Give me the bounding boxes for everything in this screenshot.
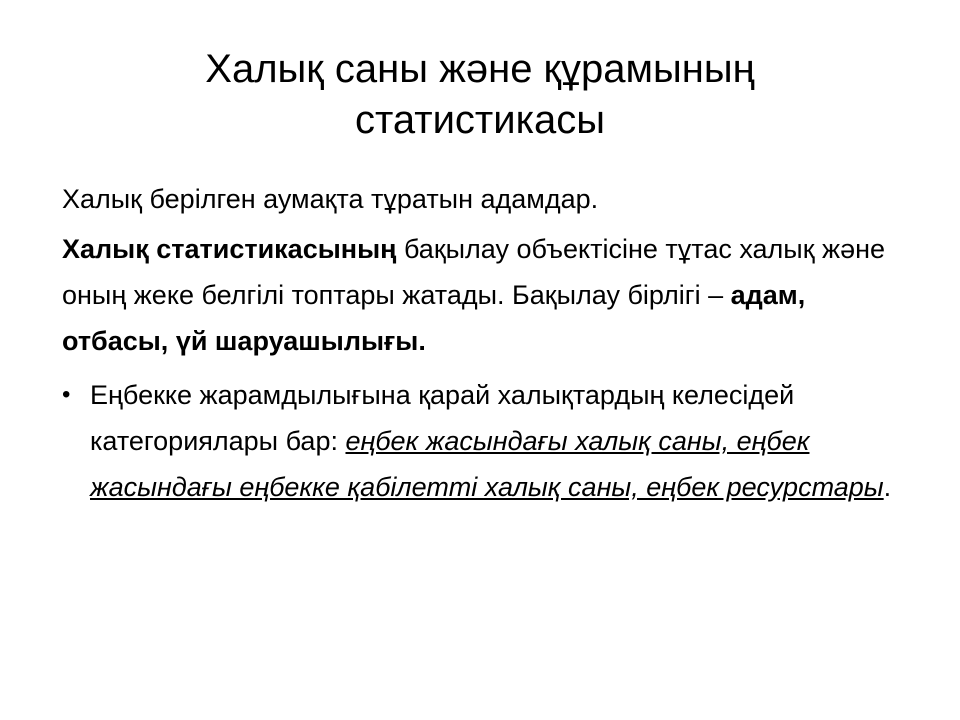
bold-term: Халық статистикасының bbox=[62, 234, 397, 264]
bullet-lead-text: Еңбекке жарамдылығына қарай халықтардың келесідей категориялары бар: bbox=[90, 380, 795, 456]
slide-title bbox=[60, 44, 900, 146]
title-line-1: Халық саны және құрамының bbox=[205, 47, 755, 91]
slide-body bbox=[62, 176, 912, 510]
categories-text: еңбек жасындағы халық саны, еңбек жасындағы еңбекке қабілетті халық саны, еңбек ресурстары bbox=[90, 426, 884, 502]
bullet-tail: . bbox=[883, 472, 892, 502]
paragraph-text: бақылау объектісіне тұтас халық және оның жеке белгілі топтары жатады. Бақылау бірлігі – bbox=[62, 234, 886, 310]
observation-units: адам, отбасы, үй шаруашылығы. bbox=[62, 280, 806, 356]
bullet-item bbox=[62, 372, 912, 510]
observation-paragraph bbox=[62, 226, 912, 364]
definition-paragraph: Халық берілген аумақта тұратын адамдар. bbox=[62, 184, 599, 214]
bullet-marker: • bbox=[62, 381, 71, 408]
title-line-2: статистикасы bbox=[355, 98, 605, 142]
